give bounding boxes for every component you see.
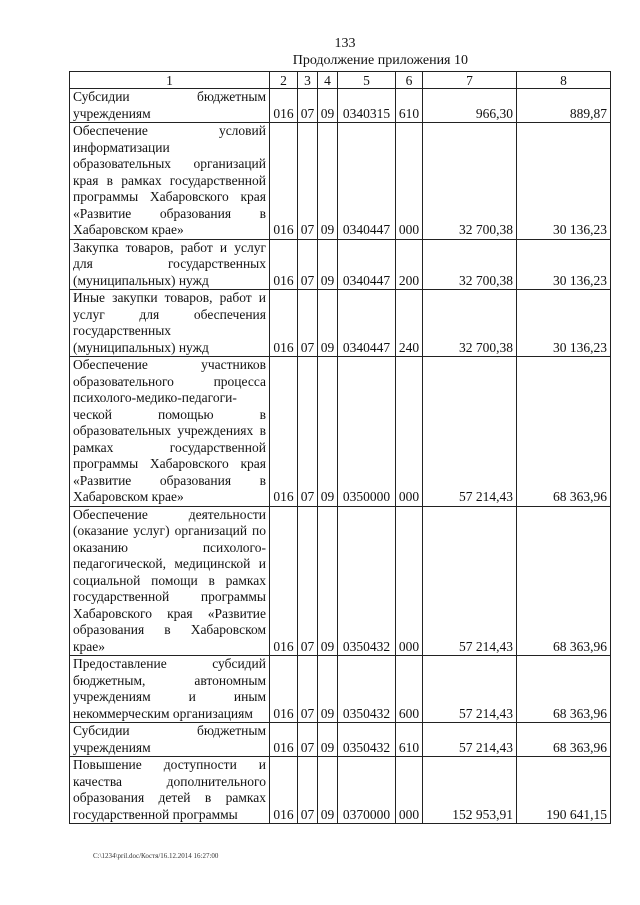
expense-type-code: 600: [396, 656, 423, 723]
subsection-code: 09: [318, 89, 338, 123]
expense-type-code: 000: [396, 506, 423, 656]
target-article-code: 0340447: [338, 239, 396, 290]
expense-type-code: 610: [396, 89, 423, 123]
section-code: 07: [298, 757, 318, 824]
amount-col8: 30 136,23: [517, 290, 611, 357]
table-row: [70, 506, 611, 656]
row-description: Субсидии бюджетным учреждениям: [70, 89, 270, 123]
section-code: 07: [298, 723, 318, 757]
table-row: [70, 89, 611, 123]
header-cell: 1: [70, 72, 270, 89]
subsection-code: 09: [318, 357, 338, 507]
header-cell: 4: [318, 72, 338, 89]
subsection-code: 09: [318, 123, 338, 240]
admin-code: 016: [270, 89, 298, 123]
subsection-code: 09: [318, 290, 338, 357]
admin-code: 016: [270, 757, 298, 824]
appendix-subtitle: Продолжение приложения 10: [292, 53, 468, 68]
section-code: 07: [298, 656, 318, 723]
amount-col7: 57 214,43: [423, 506, 517, 656]
target-article-code: 0340447: [338, 290, 396, 357]
amount-col7: 966,30: [423, 89, 517, 123]
row-description: Закупка товаров, работ и услуг для государственных (муниципальных) нужд: [70, 239, 270, 290]
table-row: [70, 757, 611, 824]
amount-col8: 889,87: [517, 89, 611, 123]
header-cell: 5: [338, 72, 396, 89]
target-article-code: 0350000: [338, 357, 396, 507]
header-cell: 6: [396, 72, 423, 89]
target-article-code: 0370000: [338, 757, 396, 824]
table-row: [70, 239, 611, 290]
section-code: 07: [298, 239, 318, 290]
amount-col7: 57 214,43: [423, 357, 517, 507]
target-article-code: 0340447: [338, 123, 396, 240]
admin-code: 016: [270, 239, 298, 290]
target-article-code: 0350432: [338, 656, 396, 723]
page-number: 133: [334, 36, 356, 51]
admin-code: 016: [270, 357, 298, 507]
admin-code: 016: [270, 123, 298, 240]
row-description: Обеспечение участников образовательного процесса психолого-медико-педагоги-ческой помощью в образовательных учреждениях в рамках государственной программы Хабаровского края «Развитие образования в Хабаровском крае»: [70, 357, 270, 507]
table-row: [70, 290, 611, 357]
section-code: 07: [298, 290, 318, 357]
section-code: 07: [298, 357, 318, 507]
row-description: Субсидии бюджетным учреждениям: [70, 723, 270, 757]
table-row: [70, 357, 611, 507]
section-code: 07: [298, 89, 318, 123]
amount-col7: 32 700,38: [423, 123, 517, 240]
table-row: [70, 723, 611, 757]
target-article-code: 0350432: [338, 723, 396, 757]
subsection-code: 09: [318, 656, 338, 723]
amount-col7: 57 214,43: [423, 723, 517, 757]
admin-code: 016: [270, 506, 298, 656]
admin-code: 016: [270, 723, 298, 757]
amount-col8: 30 136,23: [517, 123, 611, 240]
expense-type-code: 610: [396, 723, 423, 757]
expense-type-code: 200: [396, 239, 423, 290]
amount-col8: 30 136,23: [517, 239, 611, 290]
header-row: [70, 72, 611, 89]
table-row: [70, 123, 611, 240]
row-description: Обеспечение деятельности (оказание услуг) организаций по оказанию психолого-педагогической, медицинской и социальной помощи в рамках государственной программы Хабаровского края «Развитие образования в Хабаровском крае»: [70, 506, 270, 656]
amount-col8: 190 641,15: [517, 757, 611, 824]
admin-code: 016: [270, 290, 298, 357]
target-article-code: 0340315: [338, 89, 396, 123]
subsection-code: 09: [318, 239, 338, 290]
amount-col8: 68 363,96: [517, 506, 611, 656]
expense-type-code: 000: [396, 757, 423, 824]
section-code: 07: [298, 506, 318, 656]
section-code: 07: [298, 123, 318, 240]
subsection-code: 09: [318, 757, 338, 824]
budget-table: [69, 71, 611, 824]
subsection-code: 09: [318, 506, 338, 656]
row-description: Обеспечение условий информатизации образовательных организаций края в рамках государственной программы Хабаровского края «Развитие образования в Хабаровском крае»: [70, 123, 270, 240]
row-description: Иные закупки товаров, работ и услуг для обеспечения государственных (муниципальных) нужд: [70, 290, 270, 357]
amount-col8: 68 363,96: [517, 656, 611, 723]
admin-code: 016: [270, 656, 298, 723]
header-cell: 7: [423, 72, 517, 89]
amount-col7: 152 953,91: [423, 757, 517, 824]
amount-col8: 68 363,96: [517, 357, 611, 507]
header-cell: 3: [298, 72, 318, 89]
row-description: Повышение доступности и качества дополнительного образования детей в рамках государственной программы: [70, 757, 270, 824]
file-path-footer: C:\1234\pril.doc/Костя/16.12.2014 16:27:00: [93, 852, 219, 860]
amount-col7: 57 214,43: [423, 656, 517, 723]
amount-col8: 68 363,96: [517, 723, 611, 757]
expense-type-code: 000: [396, 123, 423, 240]
target-article-code: 0350432: [338, 506, 396, 656]
header-cell: 2: [270, 72, 298, 89]
header-cell: 8: [517, 72, 611, 89]
row-description: Предоставление субсидий бюджетным, автономным учреждениям и иным некоммерческим организациям: [70, 656, 270, 723]
expense-type-code: 240: [396, 290, 423, 357]
subsection-code: 09: [318, 723, 338, 757]
table-row: [70, 656, 611, 723]
amount-col7: 32 700,38: [423, 239, 517, 290]
amount-col7: 32 700,38: [423, 290, 517, 357]
expense-type-code: 000: [396, 357, 423, 507]
